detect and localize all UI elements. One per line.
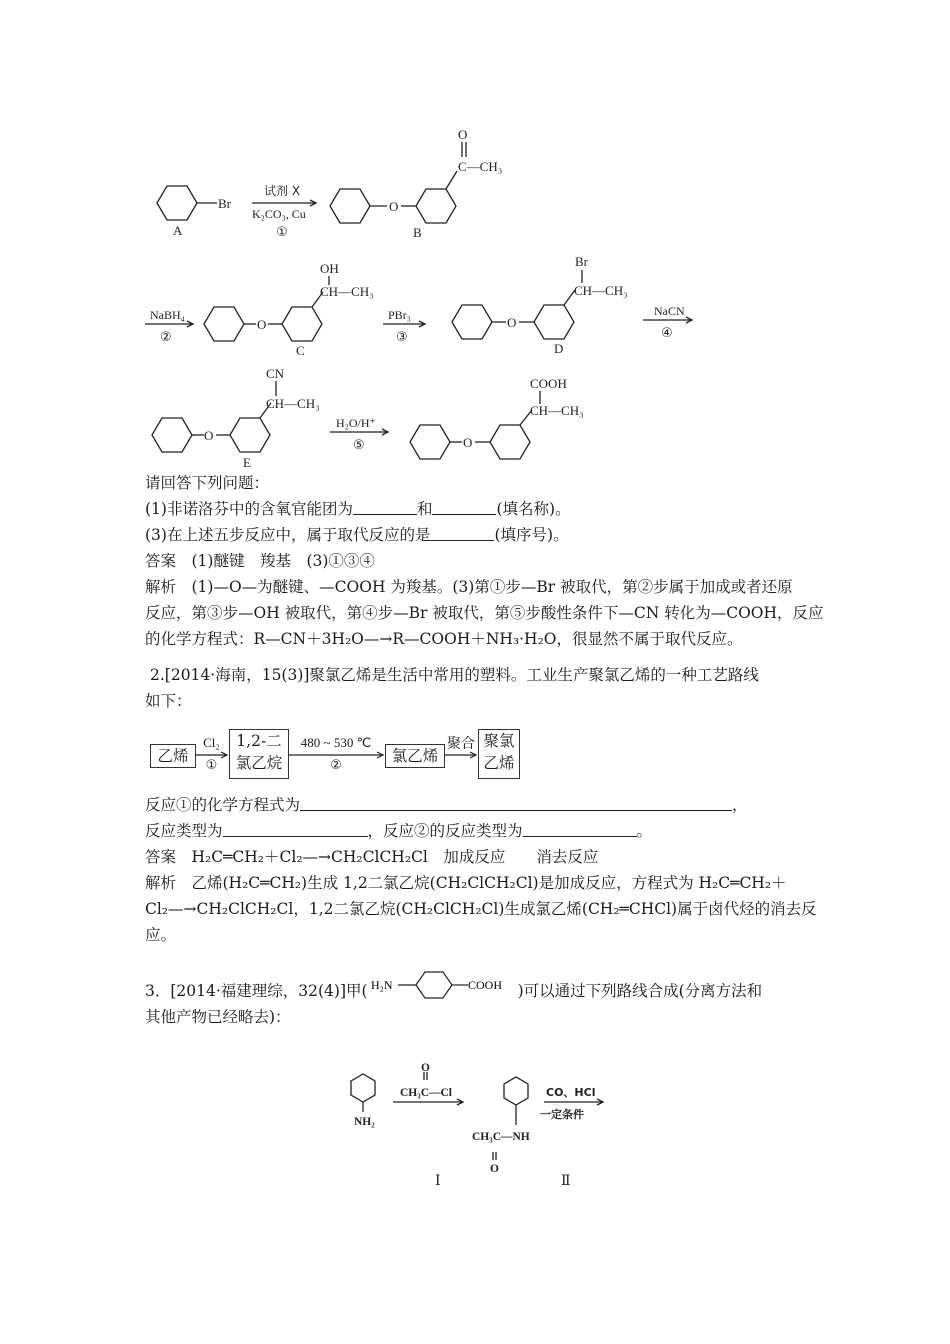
atom-o-carbonyl: O <box>458 127 468 142</box>
step-4-label: ④ <box>661 326 673 341</box>
question-2-type-2-text: ，反应②的反应类型为 <box>367 822 523 840</box>
atom-br-a: Br <box>218 196 231 211</box>
question-1-hint: (填名称)。 <box>496 500 571 518</box>
box-vinyl-chloride: 氯乙烯 <box>385 744 445 768</box>
question-3-line-2: 其他产物已经略去)： <box>145 1008 291 1026</box>
question-2-period: 。 <box>636 822 653 840</box>
acetamide-o: O <box>490 1163 499 1175</box>
explanation-2-line-2: Cl₂—→CH₂ClCH₂Cl，1,2二氯乙烷(CH₂ClCH₂Cl)生成氯乙烯(CH₂═CHCl)属于卤代烃的消去反 <box>145 900 817 918</box>
ch-ch3-d: CH—CH₃ <box>574 283 628 298</box>
atom-o-c: O <box>257 317 267 332</box>
explanation-1-line-1: 解析 (1)—O—为醚键、—COOH 为羧基。(3)第①步—Br 被取代，第②步属于加成或者还原 <box>145 578 793 596</box>
reagent-nacn: NaCN <box>654 304 685 318</box>
question-1-text: (1)非诺洛芬中的含氧官能团为 <box>145 500 353 518</box>
box-dichloroethane-top: 1,2-二 <box>236 732 282 750</box>
acetyl-chloride: CH₃C—Cl <box>400 1087 453 1099</box>
answer-blank-type-1[interactable] <box>223 820 368 837</box>
answer-1: 答案 (1)醚键 羧基 (3)①③④ <box>145 552 375 570</box>
question-2-reaction-types <box>145 819 652 843</box>
explanation-1-line-2: 反应，第③步—OH 被取代，第④步—Br 被取代，第⑤步酸性条件下—CN 转化为—COOH，反应 <box>145 604 824 622</box>
carboxyl-group: COOH <box>467 978 502 992</box>
label-b: B <box>413 225 422 240</box>
reagent-pbr3: PBr₃ <box>388 308 411 322</box>
question-2-line-2: 如下： <box>145 692 192 710</box>
question-intro: 请回答下列问题： <box>145 474 270 492</box>
label-a: A <box>173 223 183 238</box>
question-2-comma: ， <box>732 796 748 814</box>
step-5-label: ⑤ <box>353 438 365 453</box>
step-3-label: ③ <box>396 330 408 345</box>
atom-br-d: Br <box>575 254 588 269</box>
flow-arrow-1-bottom: ① <box>205 758 218 773</box>
question-3-line-1-a: 3．[2014·福建理综，32(4)]甲( <box>145 982 368 1000</box>
reagent-h2o-h: H₂O/H⁺ <box>336 416 376 430</box>
question-2-reaction-1 <box>145 793 748 817</box>
atom-oh: OH <box>320 261 339 276</box>
atom-o-b: O <box>389 199 399 214</box>
label-c: C <box>296 343 305 358</box>
question-2-reaction-1-text: 反应①的化学方程式为 <box>145 796 301 814</box>
benzene-ring-acetanilide <box>504 1077 528 1105</box>
question-3-text: (3)在上述五步反应中，属于取代反应的是 <box>145 526 431 544</box>
atom-cooh: COOH <box>530 376 567 391</box>
label-compound-2: Ⅱ <box>561 1174 571 1189</box>
reagent-condition: 一定条件 <box>540 1108 584 1121</box>
amino-group: H₂N <box>370 978 393 992</box>
reagent-nabh4: NaBH₄ <box>150 308 185 322</box>
atom-o-d: O <box>507 315 517 330</box>
question-3-hint: (填序号)。 <box>494 526 569 544</box>
box-pvc-bottom: 乙烯 <box>483 754 515 772</box>
label-e: E <box>243 455 251 470</box>
question-2-line-1: 2.[2014·海南，15(3)]聚氯乙烯是生活中常用的塑料。工业生产聚氯乙烯的一种工艺路线 <box>150 666 759 684</box>
question-2-type-1-text: 反应类型为 <box>145 822 223 840</box>
acetamide-group: CH₃C—NH <box>472 1131 530 1143</box>
acyl-chloride-o: O <box>421 1062 430 1074</box>
reagent-x: 试剂 X <box>264 184 301 198</box>
box-dichloroethane-bottom: 氯乙烷 <box>235 754 283 772</box>
question-3-line-1 <box>145 979 762 1003</box>
flow-arrow-2-bottom: ② <box>330 758 342 773</box>
label-compound-1: Ⅰ <box>435 1174 441 1189</box>
compound-jia-svg <box>368 968 518 1002</box>
explanation-2-line-3: 应。 <box>145 926 177 944</box>
answer-blank-equation[interactable] <box>300 794 732 811</box>
reaction-scheme-3 <box>0 1040 950 1200</box>
ch-ch3-e: CH—CH₃ <box>266 396 320 411</box>
question-3-line-1-b: )可以通过下列路线合成(分离方法和 <box>517 982 763 1000</box>
reagent-k2co3-cu: K₂CO₃, Cu <box>252 207 306 221</box>
acetyl-group: C—CH₃ <box>458 159 503 174</box>
question-1-and: 和 <box>416 500 433 518</box>
atom-o-e: O <box>204 428 214 443</box>
explanation-2-line-1: 解析 乙烯(H₂C═CH₂)生成 1,2二氯乙烷(CH₂ClCH₂Cl)是加成反应，方程式为 H₂C═CH₂＋ <box>145 874 787 892</box>
step-2-label: ② <box>160 330 172 345</box>
ch-ch3-c: CH—CH₃ <box>320 284 374 299</box>
step-1-label: ① <box>276 225 288 240</box>
benzene-ring-aniline <box>351 1074 375 1102</box>
answer-blank-type-2[interactable] <box>523 820 637 837</box>
flow-arrow-1-top: Cl₂ <box>203 735 220 750</box>
box-ethylene: 乙烯 <box>150 744 196 768</box>
box-pvc-top: 聚氯 <box>483 732 515 750</box>
aniline-nh2: NH₂ <box>354 1116 375 1128</box>
atom-cn: CN <box>266 366 285 381</box>
atom-o-product: O <box>463 435 473 450</box>
flow-arrow-3-top: 聚合 <box>447 736 475 752</box>
label-d: D <box>554 341 564 356</box>
explanation-1-line-3: 的化学方程式：R—CN＋3H₂O—→R—COOH＋NH₃·H₂O，很显然不属于取代反应。 <box>145 630 743 648</box>
compound-jia-structure <box>368 980 518 1000</box>
answer-2: 答案 H₂C═CH₂＋Cl₂—→CH₂ClCH₂Cl 加成反应 消去反应 <box>145 848 599 866</box>
reagent-co-hcl: CO、HCl <box>546 1086 596 1099</box>
ch-ch3-product: CH—CH₃ <box>530 403 584 418</box>
flow-arrow-2-top: 480 ~ 530 ℃ <box>300 735 372 750</box>
